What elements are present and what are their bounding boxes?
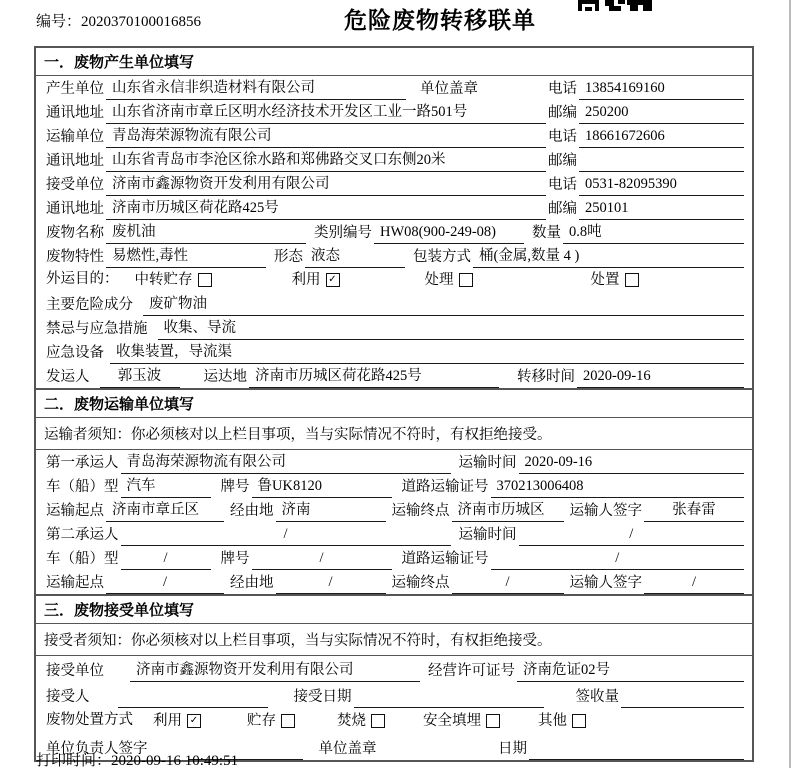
zip-label: 邮编: [548, 201, 577, 217]
second-carrier-value: /: [121, 525, 451, 546]
package-label: 包装方式: [413, 249, 471, 265]
waste-name-label: 废物名称: [46, 225, 104, 241]
transport-time2-value: /: [519, 525, 745, 546]
main-hazard-label: 主要危险成分: [46, 297, 133, 313]
phone-label: 电话: [548, 177, 577, 193]
form-value: 液态: [305, 247, 405, 268]
row-produce-address: [36, 100, 752, 124]
form-label: 形态: [274, 249, 303, 265]
date-value: [529, 742, 744, 760]
license-label: 经营许可证号: [428, 663, 515, 679]
origin1-value: 济南市章丘区: [106, 501, 224, 522]
row-main-hazard: [36, 292, 752, 316]
produce-unit-label: 产生单位: [46, 81, 104, 97]
row-route1: [36, 498, 752, 522]
receive-zip-value: 250101: [579, 199, 744, 220]
carrier-sign-label: 运输人签字: [569, 503, 642, 519]
transporter-notice: 运输者须知：你必须核对以上栏目事项，当与实际情况不符时，有权拒绝接受。: [36, 418, 752, 450]
zip-label: 邮编: [548, 153, 577, 169]
row-consignor: [36, 364, 752, 388]
phone-label: 电话: [548, 81, 577, 97]
produce-address-value: 山东省济南市章丘区明水经济技术开发区工业一路501号: [106, 103, 546, 124]
page-edge-divider: [789, 0, 791, 768]
disposal-option-label: 贮存: [247, 712, 276, 729]
disposal-option-other: [538, 712, 586, 731]
dest-label: 运输终点: [391, 575, 450, 591]
plate-label: 牌号: [220, 479, 250, 495]
receive-date-value: [354, 690, 544, 708]
disposal-option-label: 其他: [538, 712, 567, 729]
page-title: 危险废物转移联单: [344, 7, 536, 33]
receive-address-value: 济南市历城区荷花路425号: [106, 199, 546, 220]
consignor-label: 发运人: [46, 369, 90, 385]
character-value: 易燃性,毒性: [106, 247, 266, 268]
first-carrier-value: 青岛海荣源物流有限公司: [121, 453, 451, 474]
row-receive-unit2: [36, 656, 752, 682]
origin-label: 运输起点: [46, 503, 104, 519]
address-label: 通讯地址: [46, 105, 104, 121]
transport-time-label: 运输时间: [458, 527, 517, 543]
row-receiver: [36, 682, 752, 708]
via2-value: /: [276, 573, 386, 594]
origin-label: 运输起点: [46, 575, 104, 591]
disposal-method-label: 废物处置方式: [46, 712, 133, 728]
taboo-label: 禁忌与应急措施: [46, 321, 148, 337]
receive-unit-value: 济南市鑫源物资开发利用有限公司: [106, 175, 546, 196]
package-value: 桶(金属,数量 4 ): [473, 247, 744, 268]
waste-name-value: 废机油: [106, 223, 306, 244]
transport-unit-value: 青岛海荣源物流有限公司: [106, 127, 546, 148]
plate1-value: 鲁UK8120: [252, 477, 392, 498]
purpose-option-label: 处理: [424, 271, 454, 288]
row-purpose: [36, 268, 752, 292]
row-disposal-method: [36, 708, 752, 734]
receive-unit2-value: 济南市鑫源物资开发利用有限公司: [130, 661, 420, 682]
receiver-label: 接受人: [46, 689, 90, 705]
checkbox-transfer-storage: [198, 273, 212, 287]
row-vehicle1: [36, 474, 752, 498]
transfer-time-value: 2020-09-16: [577, 367, 744, 388]
sign1-value: 张春雷: [644, 501, 744, 522]
checkbox-treatment: [459, 273, 473, 287]
vehicle1-value: 汽车: [121, 477, 211, 498]
sign2-value: /: [644, 573, 744, 594]
dest2-value: /: [452, 573, 564, 594]
address-label: 通讯地址: [46, 153, 104, 169]
checkbox-disposal-utilize: ✓: [187, 714, 201, 728]
address-label: 通讯地址: [46, 201, 104, 217]
sign-qty-label: 签收量: [575, 689, 619, 705]
dest1-value: 济南市历城区: [452, 501, 564, 522]
row-emergency-equipment: [36, 340, 752, 364]
purpose-option-label: 利用: [291, 271, 321, 288]
receive-date-label: 接受日期: [293, 689, 352, 705]
road-permit-label: 道路运输证号: [401, 551, 489, 567]
category-label: 类别编号: [314, 225, 372, 241]
date-label: 日期: [498, 741, 527, 757]
purpose-option-utilize: [292, 271, 340, 290]
via1-value: 济南: [276, 501, 386, 522]
qr-code-fragment: [578, 0, 652, 11]
purpose-label: 外运目的：: [46, 271, 119, 287]
section1-title: 一．废物产生单位填写: [36, 48, 752, 76]
section2-title: 二．废物运输单位填写: [36, 388, 752, 418]
row-transport-address: [36, 148, 752, 172]
via-label: 经由地: [230, 503, 274, 519]
section3-title: 三．废物接受单位填写: [36, 594, 752, 624]
arrive-label: 运达地: [203, 369, 247, 385]
row-second-carrier: [36, 522, 752, 546]
disposal-option-label: 利用: [153, 712, 182, 729]
unit-seal-label: 单位盖章: [420, 81, 478, 97]
origin2-value: /: [106, 573, 224, 594]
second-carrier-label: 第二承运人: [46, 527, 119, 543]
consignor-value: 郭玉波: [100, 367, 180, 388]
checkbox-disposal: [625, 273, 639, 287]
row-receive-address: [36, 196, 752, 220]
transport-address-value: 山东省青岛市李沧区徐水路和郑佛路交叉口东侧20米: [106, 151, 546, 172]
equipment-value: 收集装置，导流渠: [110, 343, 744, 364]
checkbox-disposal-landfill: [486, 714, 500, 728]
main-hazard-value: 废矿物油: [143, 295, 744, 316]
checkbox-disposal-incinerate: [371, 714, 385, 728]
phone-label: 电话: [548, 129, 577, 145]
transport-zip-value: [579, 154, 744, 172]
receiver-notice: 接受者须知：你必须核对以上栏目事项，当与实际情况不符时，有权拒绝接受。: [36, 624, 752, 656]
receive-unit-label: 接受单位: [46, 663, 104, 679]
plate-label: 牌号: [220, 551, 250, 567]
sign-qty-value: [621, 690, 744, 708]
vehicle2-value: /: [121, 549, 211, 570]
transport-time-label: 运输时间: [458, 455, 517, 471]
row-route2: [36, 570, 752, 594]
checkbox-disposal-storage: [281, 714, 295, 728]
serial-value: 2020370100016856: [81, 14, 202, 30]
dest-label: 运输终点: [391, 503, 450, 519]
permit1-value: 370213006408: [491, 477, 745, 498]
vehicle-type-label: 车（船）型: [46, 551, 119, 567]
row-taboo-measures: [36, 316, 752, 340]
row-receive-unit: [36, 172, 752, 196]
qty-label: 数量: [532, 225, 561, 241]
disposal-option-label: 焚烧: [337, 712, 366, 729]
first-carrier-label: 第一承运人: [46, 455, 119, 471]
receive-phone-value: 0531-82095390: [579, 175, 744, 196]
disposal-option-storage: [247, 712, 295, 731]
purpose-option-disposal: [591, 271, 639, 290]
disposal-option-incinerate: [337, 712, 385, 731]
produce-zip-value: 250200: [579, 103, 744, 124]
disposal-option-landfill: [423, 712, 500, 731]
transfer-time-label: 转移时间: [517, 369, 575, 385]
qty-value: 0.8吨: [563, 223, 744, 244]
permit2-value: /: [491, 549, 745, 570]
license-value: 济南危证02号: [517, 661, 744, 682]
purpose-option-label: 处置: [590, 271, 620, 288]
receive-unit-label: 接受单位: [46, 177, 104, 193]
checkbox-utilize: ✓: [326, 273, 340, 287]
character-label: 废物特性: [46, 249, 104, 265]
row-vehicle2: [36, 546, 752, 570]
purpose-option-label: 中转贮存: [134, 271, 193, 288]
transport-unit-label: 运输单位: [46, 129, 104, 145]
print-time-value: 2020-09-16 10:49:51: [111, 753, 239, 769]
equipment-label: 应急设备: [46, 345, 104, 361]
vehicle-type-label: 车（船）型: [46, 479, 119, 495]
row-transport-unit: [36, 124, 752, 148]
via-label: 经由地: [230, 575, 274, 591]
manifest-form: [34, 46, 754, 762]
arrive-value: 济南市历城区荷花路425号: [249, 367, 499, 388]
transport-time1-value: 2020-09-16: [519, 453, 745, 474]
transport-phone-value: 18661672606: [579, 127, 744, 148]
road-permit-label: 道路运输证号: [401, 479, 489, 495]
checkbox-disposal-other: [572, 714, 586, 728]
disposal-option-utilize: [153, 712, 201, 731]
purpose-option-treatment: [425, 271, 473, 290]
produce-unit-value: 山东省永信非织造材料有限公司: [106, 79, 406, 100]
plate2-value: /: [252, 549, 392, 570]
zip-label: 邮编: [548, 105, 577, 121]
disposal-option-label: 安全填埋: [423, 712, 481, 729]
category-value: HW08(900-249-08): [374, 223, 524, 244]
row-waste-name: [36, 220, 752, 244]
unit-seal-label: 单位盖章: [318, 741, 377, 757]
row-first-carrier: [36, 450, 752, 474]
print-time: [36, 749, 238, 770]
carrier-sign-label: 运输人签字: [569, 575, 642, 591]
produce-phone-value: 13854169160: [579, 79, 744, 100]
purpose-option-transfer-storage: [135, 271, 212, 290]
receiver-value: [118, 690, 268, 708]
taboo-value: 收集、导流: [158, 319, 745, 340]
row-waste-character: [36, 244, 752, 268]
head-sign-label: 单位负责人签字: [46, 741, 148, 757]
print-time-label: 打印时间：: [36, 753, 112, 769]
serial-label: 编号：: [36, 14, 82, 30]
row-produce-unit: [36, 76, 752, 100]
